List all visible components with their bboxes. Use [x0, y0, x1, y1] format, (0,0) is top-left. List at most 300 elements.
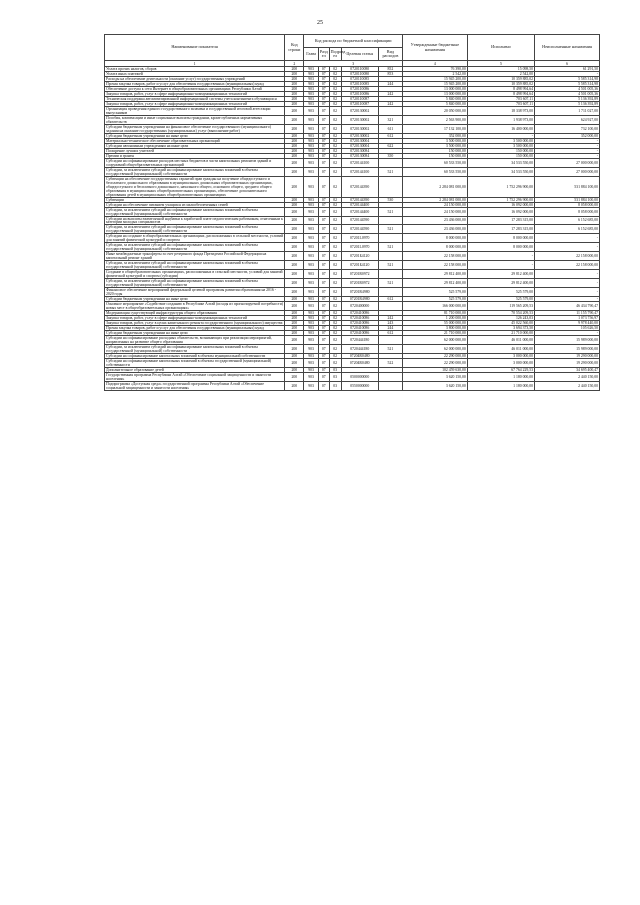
table-row — [105, 354, 600, 359]
row-razdel: 07 — [318, 153, 329, 158]
row-glava: 903 — [304, 167, 318, 176]
col-number: 2 — [285, 61, 304, 67]
row-glava: 903 — [304, 197, 318, 202]
table-row — [105, 91, 600, 96]
row-name: Закупка товаров, работ, услуг в сфере информационно-коммуникационных технологий — [105, 316, 285, 321]
row-glava: 903 — [304, 101, 318, 106]
row-podrazdel: 02 — [329, 106, 341, 115]
row-code: 200 — [285, 71, 304, 76]
row-glava: 903 — [304, 71, 318, 76]
row-name: Материально-техническое обеспечение образовательных организаций — [105, 138, 285, 143]
row-approved: 60 533 550,00 — [402, 158, 467, 167]
row-executed: 3 000 000,00 — [467, 359, 534, 368]
row-executed: 1 752 296 900,00 — [467, 197, 534, 202]
row-razdel: 07 — [318, 176, 329, 197]
row-code: 200 — [285, 138, 304, 143]
row-approved: 8 000 000,00 — [402, 243, 467, 252]
row-code: 200 — [285, 302, 304, 311]
row-target: 0720144590 — [341, 225, 378, 234]
table-row — [105, 381, 600, 390]
row-unexecuted: - — [535, 148, 600, 153]
row-approved: 13 000 000,00 — [402, 91, 467, 96]
col-number: 1 — [105, 61, 285, 67]
row-code: 200 — [285, 197, 304, 202]
row-target: 07201L0970 — [341, 243, 378, 252]
row-kind: 521 — [378, 225, 402, 234]
row-code: 200 — [285, 153, 304, 158]
row-kind: 622 — [378, 143, 402, 148]
row-executed: 703 607,11 — [467, 96, 534, 101]
row-approved: 1 200 000,00 — [402, 316, 467, 321]
row-name: Субсидии, за исключением субсидий на софинансирование капитальных вложений в объекты государственной (муниципальной) собственности — [105, 243, 285, 252]
row-name: Субсидии на софинансирование капитальных вложений в объекты муниципальной собственности — [105, 354, 285, 359]
table-row — [105, 138, 600, 143]
row-glava: 903 — [304, 279, 318, 288]
row-code: 200 — [285, 101, 304, 106]
row-razdel: 07 — [318, 243, 329, 252]
row-code: 200 — [285, 91, 304, 96]
row-code: 200 — [285, 288, 304, 297]
row-name: Премии и гранты — [105, 153, 285, 158]
row-approved: 3 620 150,00 — [402, 381, 467, 390]
row-approved: 102 459 630,00 — [402, 367, 467, 372]
table-row — [105, 96, 600, 101]
row-razdel: 07 — [318, 202, 329, 207]
row-kind: 521 — [378, 261, 402, 270]
table-row — [105, 106, 600, 115]
row-name: Субсидии на обеспечение питанием учащихся из малообеспеченных семей — [105, 202, 285, 207]
row-executed: 17 283 315,00 — [467, 225, 534, 234]
table-row — [105, 101, 600, 106]
row-glava: 903 — [304, 336, 318, 345]
row-unexecuted: - — [535, 279, 600, 288]
row-podrazdel: 02 — [329, 252, 341, 261]
row-unexecuted: 2 440 150,00 — [535, 381, 600, 390]
row-razdel: 07 — [318, 158, 329, 167]
row-name: Субсидии, за исключением субсидий на софинансирование капитальных вложений в объекты государственной (муниципальной) собственности — [105, 279, 285, 288]
row-podrazdel: 02 — [329, 321, 341, 326]
row-name: Пособия, компенсации и иные социальные выплаты гражданам, кроме публичных нормативных обязательств — [105, 115, 285, 124]
row-code: 200 — [285, 81, 304, 86]
row-unexecuted: 22 158 000,00 — [535, 252, 600, 261]
row-executed: 70 554 209,53 — [467, 311, 534, 316]
table-row — [105, 81, 600, 86]
row-name: Субсидии бюджетным учреждениям на иные цели — [105, 133, 285, 138]
row-razdel: 07 — [318, 261, 329, 270]
row-target: 0720130002 — [341, 115, 378, 124]
row-razdel: 07 — [318, 216, 329, 225]
row-executed: 8 498 994,64 — [467, 91, 534, 96]
row-name: Субсидии на софинансирование расходных обязательств, возникающих при реализации мероприятий, направленных на развитие общего образования — [105, 336, 285, 345]
row-code: 200 — [285, 148, 304, 153]
row-razdel: 07 — [318, 148, 329, 153]
row-code: 200 — [285, 261, 304, 270]
row-glava: 903 — [304, 345, 318, 354]
row-executed: 126 243,03 — [467, 316, 534, 321]
col-number: 5 — [467, 61, 534, 67]
row-name: Государственная программа Республики Алтай «Обеспечение социальной защищенности и занятости населения» — [105, 372, 285, 381]
row-kind — [378, 288, 402, 297]
row-target: 0720110087 — [341, 101, 378, 106]
row-razdel: 07 — [318, 359, 329, 368]
row-glava: 903 — [304, 243, 318, 252]
row-approved: 22 290 000,00 — [402, 359, 467, 368]
row-podrazdel: 02 — [329, 133, 341, 138]
table-row — [105, 270, 600, 279]
row-razdel: 07 — [318, 143, 329, 148]
row-target: 0550000000 — [341, 381, 378, 390]
row-glava: 903 — [304, 106, 318, 115]
row-name: Основное мероприятие «Содействие созданию в Республике Алтай (исходя из прогнозируемой потребности) новых мест в общеобразовательных организациях» — [106, 302, 284, 311]
row-code: 200 — [285, 326, 304, 331]
table-row — [105, 143, 600, 148]
row-approved: 81 710 000,00 — [402, 311, 467, 316]
row-executed: 1 752 296 900,00 — [467, 176, 534, 197]
row-code: 200 — [285, 158, 304, 167]
row-approved: 76 390,00 — [402, 67, 467, 72]
row-executed: - — [467, 133, 534, 138]
row-glava: 903 — [304, 261, 318, 270]
row-name: Субсидии бюджетным учреждениям на иные цели — [105, 331, 285, 336]
row-glava: 903 — [304, 316, 318, 321]
header-glava: Глава — [304, 48, 318, 61]
row-kind: 611 — [378, 124, 402, 133]
row-podrazdel: 02 — [329, 197, 341, 202]
row-code: 200 — [285, 316, 304, 321]
row-razdel: 07 — [318, 331, 329, 336]
row-podrazdel: 02 — [329, 359, 341, 368]
row-unexecuted: 27 000 000,00 — [535, 167, 600, 176]
row-razdel: 07 — [318, 311, 329, 316]
row-name: Субсидии, за исключением субсидий на софинансирование капитальных вложений в объекты государственной (муниципальной) собственности — [105, 207, 285, 216]
row-razdel: 07 — [318, 115, 329, 124]
col-number: 6 — [535, 61, 600, 67]
row-glava: 903 — [304, 81, 318, 86]
row-podrazdel: 02 — [329, 270, 341, 279]
row-executed: 18 338 973,00 — [467, 106, 534, 115]
row-code: 200 — [285, 252, 304, 261]
row-target: 0720144390 — [341, 197, 378, 202]
row-name: Прочая закупка товаров, работ и услуг для обеспечения государственных (муниципальных) нужд — [105, 81, 285, 86]
row-code: 200 — [285, 311, 304, 316]
row-code: 200 — [285, 234, 304, 243]
row-executed: 17 283 315,00 — [467, 216, 534, 225]
row-name: Иные межбюджетные трансферты за счет резервного фонда Президента Российской Федерации на капитальный ремонт зданий — [105, 252, 285, 261]
row-kind: 244 — [378, 326, 402, 331]
row-executed: 67 764 229,53 — [467, 367, 534, 372]
table-row — [105, 243, 600, 252]
row-approved: 13 000 000,00 — [402, 86, 467, 91]
table-row — [105, 225, 600, 234]
row-executed: 525 579,00 — [467, 288, 534, 297]
table-row — [105, 311, 600, 316]
row-unexecuted: 624 927,00 — [535, 115, 600, 124]
row-unexecuted: 34 695 400,47 — [535, 367, 600, 372]
row-podrazdel: 02 — [329, 216, 341, 225]
row-approved: 62 000 000,00 — [402, 336, 467, 345]
header-target: Целевая статья — [341, 48, 378, 61]
row-podrazdel: 02 — [329, 115, 341, 124]
row-target: 07201Б4120 — [341, 252, 378, 261]
row-approved: 2 284 081 000,00 — [402, 197, 467, 202]
row-kind — [378, 158, 402, 167]
row-kind: 521 — [378, 207, 402, 216]
row-kind: 612 — [378, 297, 402, 302]
row-razdel: 07 — [318, 288, 329, 297]
row-glava: 903 — [304, 86, 318, 91]
row-unexecuted: 5 585 314,98 — [535, 76, 600, 81]
row-razdel: 07 — [318, 336, 329, 345]
row-approved: 2 284 081 000,00 — [402, 176, 467, 197]
row-unexecuted: 732 100,00 — [535, 124, 600, 133]
row-target: 07201R4980 — [341, 288, 378, 297]
row-name: Субсидии, за исключением субсидий на софинансирование капитальных вложений в объекты государственной (муниципальной) собственности — [105, 167, 285, 176]
row-target: 0720110087 — [341, 96, 378, 101]
row-approved: 8 000 000,00 — [402, 234, 467, 243]
row-razdel: 07 — [318, 76, 329, 81]
row-code: 200 — [285, 216, 304, 225]
row-razdel: 07 — [318, 297, 329, 302]
row-executed: 150 000,00 — [467, 153, 534, 158]
row-glava: 903 — [304, 143, 318, 148]
table-row — [105, 372, 600, 381]
row-razdel: 07 — [318, 101, 329, 106]
row-podrazdel: 02 — [329, 148, 341, 153]
row-code: 200 — [285, 372, 304, 381]
row-approved: 24 150 000,00 — [402, 202, 467, 207]
table-row — [105, 359, 600, 368]
row-unexecuted: 19 290 000,00 — [535, 359, 600, 368]
row-unexecuted: 19 290 000,00 — [535, 354, 600, 359]
row-podrazdel: 02 — [329, 354, 341, 359]
row-unexecuted: - — [535, 243, 600, 252]
row-executed: 3 500 000,00 — [467, 143, 534, 148]
row-target: 0720444180 — [341, 336, 378, 345]
row-approved: 352 000,00 — [402, 133, 467, 138]
row-name: Субсидии бюджетным учреждениям на иные цели — [105, 297, 285, 302]
row-podrazdel: 02 — [329, 167, 341, 176]
row-executed: 3 000 000,00 — [467, 354, 534, 359]
row-podrazdel: 02 — [329, 153, 341, 158]
table-row — [105, 115, 600, 124]
row-podrazdel: 02 — [329, 207, 341, 216]
row-podrazdel: 02 — [329, 316, 341, 321]
row-glava: 903 — [304, 270, 318, 279]
row-name: Создание в общеобразовательных организациях, расположенных в сельской местности, условий для занятий физической культурой и спортом (субсидии) — [105, 270, 285, 279]
row-glava: 903 — [304, 115, 318, 124]
row-kind: 853 — [378, 71, 402, 76]
row-razdel: 07 — [318, 234, 329, 243]
row-kind — [378, 106, 402, 115]
row-unexecuted: 4 501 005,36 — [535, 91, 600, 96]
row-approved: 15 945 200,00 — [402, 81, 467, 86]
table-row — [105, 252, 600, 261]
row-podrazdel: 02 — [329, 124, 341, 133]
header-podrazdel: Подразд ел — [329, 48, 341, 61]
row-podrazdel: 02 — [329, 86, 341, 91]
row-kind — [378, 381, 402, 390]
row-name: Субсидии, за исключением субсидий на софинансирование капитальных вложений в объекты государственной (муниципальной) собственности — [105, 225, 285, 234]
row-name: Расходы на обеспечение деятельности (оказание услуг) государственных учреждений — [105, 76, 285, 81]
row-unexecuted: 8 058 000,00 — [535, 207, 600, 216]
row-target: 0720110085 — [341, 81, 378, 86]
page-number: 25 — [317, 20, 323, 26]
table-row — [105, 86, 600, 91]
row-razdel: 07 — [318, 81, 329, 86]
row-target: 0720130002 — [341, 124, 378, 133]
row-podrazdel: 02 — [329, 311, 341, 316]
row-glava: 903 — [304, 153, 318, 158]
row-glava: 903 — [304, 331, 318, 336]
row-podrazdel: 02 — [329, 71, 341, 76]
row-target: 07201Б4120 — [341, 261, 378, 270]
row-razdel: 07 — [318, 86, 329, 91]
row-name: Субсидии, за исключением субсидий на софинансирование капитальных вложений в объекты государственной (муниципальной) собственности — [105, 345, 285, 354]
row-podrazdel: 02 — [329, 91, 341, 96]
row-unexecuted: 9 978 440,00 — [535, 321, 600, 326]
row-approved: 3 500 000,00 — [402, 143, 467, 148]
row-code: 200 — [285, 202, 304, 207]
table-row — [105, 207, 600, 216]
row-razdel: 07 — [318, 279, 329, 288]
row-unexecuted: 46 434 790,47 — [535, 302, 600, 311]
row-razdel: 07 — [318, 91, 329, 96]
row-executed: 34 533 550,00 — [467, 167, 534, 176]
row-approved: 29 812 400,00 — [402, 270, 467, 279]
row-code: 200 — [285, 207, 304, 216]
row-code: 200 — [285, 86, 304, 91]
row-name: Модернизация существующей инфраструктуры общего образования — [105, 311, 285, 316]
row-podrazdel: 02 — [329, 234, 341, 243]
row-executed: 150 000,00 — [467, 148, 534, 153]
row-approved: 22 158 000,00 — [402, 261, 467, 270]
row-unexecuted: - — [535, 288, 600, 297]
row-podrazdel: 02 — [329, 326, 341, 331]
row-razdel: 07 — [318, 124, 329, 133]
row-target: 0720410086 — [341, 316, 378, 321]
row-razdel: 07 — [318, 197, 329, 202]
row-name: Уплата прочих налогов, сборов — [105, 67, 285, 72]
row-code: 200 — [285, 367, 304, 372]
row-unexecuted: - — [535, 143, 600, 148]
row-kind: 321 — [378, 115, 402, 124]
row-kind: 612 — [378, 331, 402, 336]
header-executed: Исполнено — [467, 35, 534, 61]
row-razdel: 07 — [318, 321, 329, 326]
row-podrazdel: 02 — [329, 176, 341, 197]
row-approved: 3 620 150,00 — [402, 372, 467, 381]
row-target: 0720144590 — [341, 216, 378, 225]
row-executed: 46 011 000,00 — [467, 336, 534, 345]
row-target: 0720130084 — [341, 153, 378, 158]
row-unexecuted: 1 073 756,97 — [535, 316, 600, 321]
row-unexecuted: 531 884 100,00 — [535, 176, 600, 197]
row-razdel: 07 — [318, 167, 329, 176]
row-approved: 3 800 000,00 — [402, 326, 467, 331]
row-podrazdel: 02 — [329, 243, 341, 252]
row-executed: 3 500 000,00 — [467, 138, 534, 143]
row-code: 200 — [285, 297, 304, 302]
row-approved: 55 000 000,00 — [402, 321, 467, 326]
row-target: 07204R0480 — [341, 354, 378, 359]
row-name: Субсидии, за исключением субсидий на софинансирование капитальных вложений в объекты государственной (муниципальной) собственности — [105, 261, 285, 270]
row-executed: 703 607,11 — [467, 101, 534, 106]
table-row — [105, 216, 600, 225]
row-razdel: 07 — [318, 138, 329, 143]
table-row — [105, 331, 600, 336]
row-code: 200 — [285, 359, 304, 368]
row-approved: 29 812 400,00 — [402, 279, 467, 288]
row-podrazdel: 03 — [329, 372, 341, 381]
row-executed: 8 000 000,00 — [467, 234, 534, 243]
row-executed: 10 359 885,02 — [467, 81, 534, 86]
row-approved: 166 000 000,00 — [402, 302, 467, 311]
row-podrazdel: 02 — [329, 76, 341, 81]
row-glava: 903 — [304, 367, 318, 372]
row-executed: 2 542,00 — [467, 71, 534, 76]
row-target: 0720110086 — [341, 91, 378, 96]
row-target: 07201R0972 — [341, 279, 378, 288]
row-name: Субвенции на обеспечение государственных гарантий прав граждан на получение общедоступного и бесплатного дошкольного образования в муниципальных дошкольных образовательных организациях, общедоступного и бесплатного дошкольного, начального общего, основного общего, среднего общего образования в муниципальных общеобразовательных организациях, обеспечение дополнительного образования детей в муниципальных общеобразовательных организациях — [105, 176, 285, 197]
row-glava: 903 — [304, 158, 318, 167]
row-code: 200 — [285, 243, 304, 252]
row-executed: 45 022 560,00 — [467, 321, 534, 326]
row-kind — [378, 270, 402, 279]
row-approved: 5 840 000,00 — [402, 96, 467, 101]
header-classification: Код расхода по бюджетной классификации — [304, 35, 403, 48]
row-unexecuted: 8 058 000,00 — [535, 202, 600, 207]
row-approved: 22 158 000,00 — [402, 252, 467, 261]
row-code: 200 — [285, 106, 304, 115]
row-razdel: 07 — [318, 326, 329, 331]
table-row — [105, 326, 600, 331]
row-glava: 903 — [304, 252, 318, 261]
row-kind — [378, 176, 402, 197]
row-target: 0720130084 — [341, 148, 378, 153]
row-unexecuted: 105 626,50 — [535, 326, 600, 331]
row-unexecuted: 352 000,00 — [535, 133, 600, 138]
row-code: 200 — [285, 336, 304, 345]
header-unexecuted: Неисполненные назначения — [535, 35, 600, 61]
row-name: Закупка товаров, работ, услуг в сфере информационно-коммуникационных технологий — [105, 91, 285, 96]
row-glava: 903 — [304, 124, 318, 133]
row-glava: 903 — [304, 67, 318, 72]
row-approved: 21 710 000,00 — [402, 331, 467, 336]
row-razdel: 07 — [318, 270, 329, 279]
row-podrazdel: 02 — [329, 331, 341, 336]
row-razdel: 07 — [318, 96, 329, 101]
row-podrazdel: 02 — [329, 138, 341, 143]
row-podrazdel: 02 — [329, 297, 341, 302]
row-name: Обеспечение доступа к сети Интернет в общеобразовательных организациях Республики Алтай — [105, 86, 285, 91]
row-target: 07204R0480 — [341, 359, 378, 368]
row-podrazdel: 02 — [329, 225, 341, 234]
table-row — [105, 261, 600, 270]
row-unexecuted: - — [535, 138, 600, 143]
row-executed: 15 098,50 — [467, 67, 534, 72]
row-code: 200 — [285, 270, 304, 279]
row-executed: 16 400 000,00 — [467, 124, 534, 133]
row-code: 200 — [285, 176, 304, 197]
row-unexecuted: 61 291,50 — [535, 67, 600, 72]
row-podrazdel: 03 — [329, 367, 341, 372]
row-kind: 612 — [378, 133, 402, 138]
table-row — [105, 302, 600, 311]
row-name: Поощрение лучших учителей — [105, 148, 285, 153]
row-kind: 530 — [378, 197, 402, 202]
row-unexecuted: - — [535, 153, 600, 158]
row-glava: 903 — [304, 176, 318, 197]
